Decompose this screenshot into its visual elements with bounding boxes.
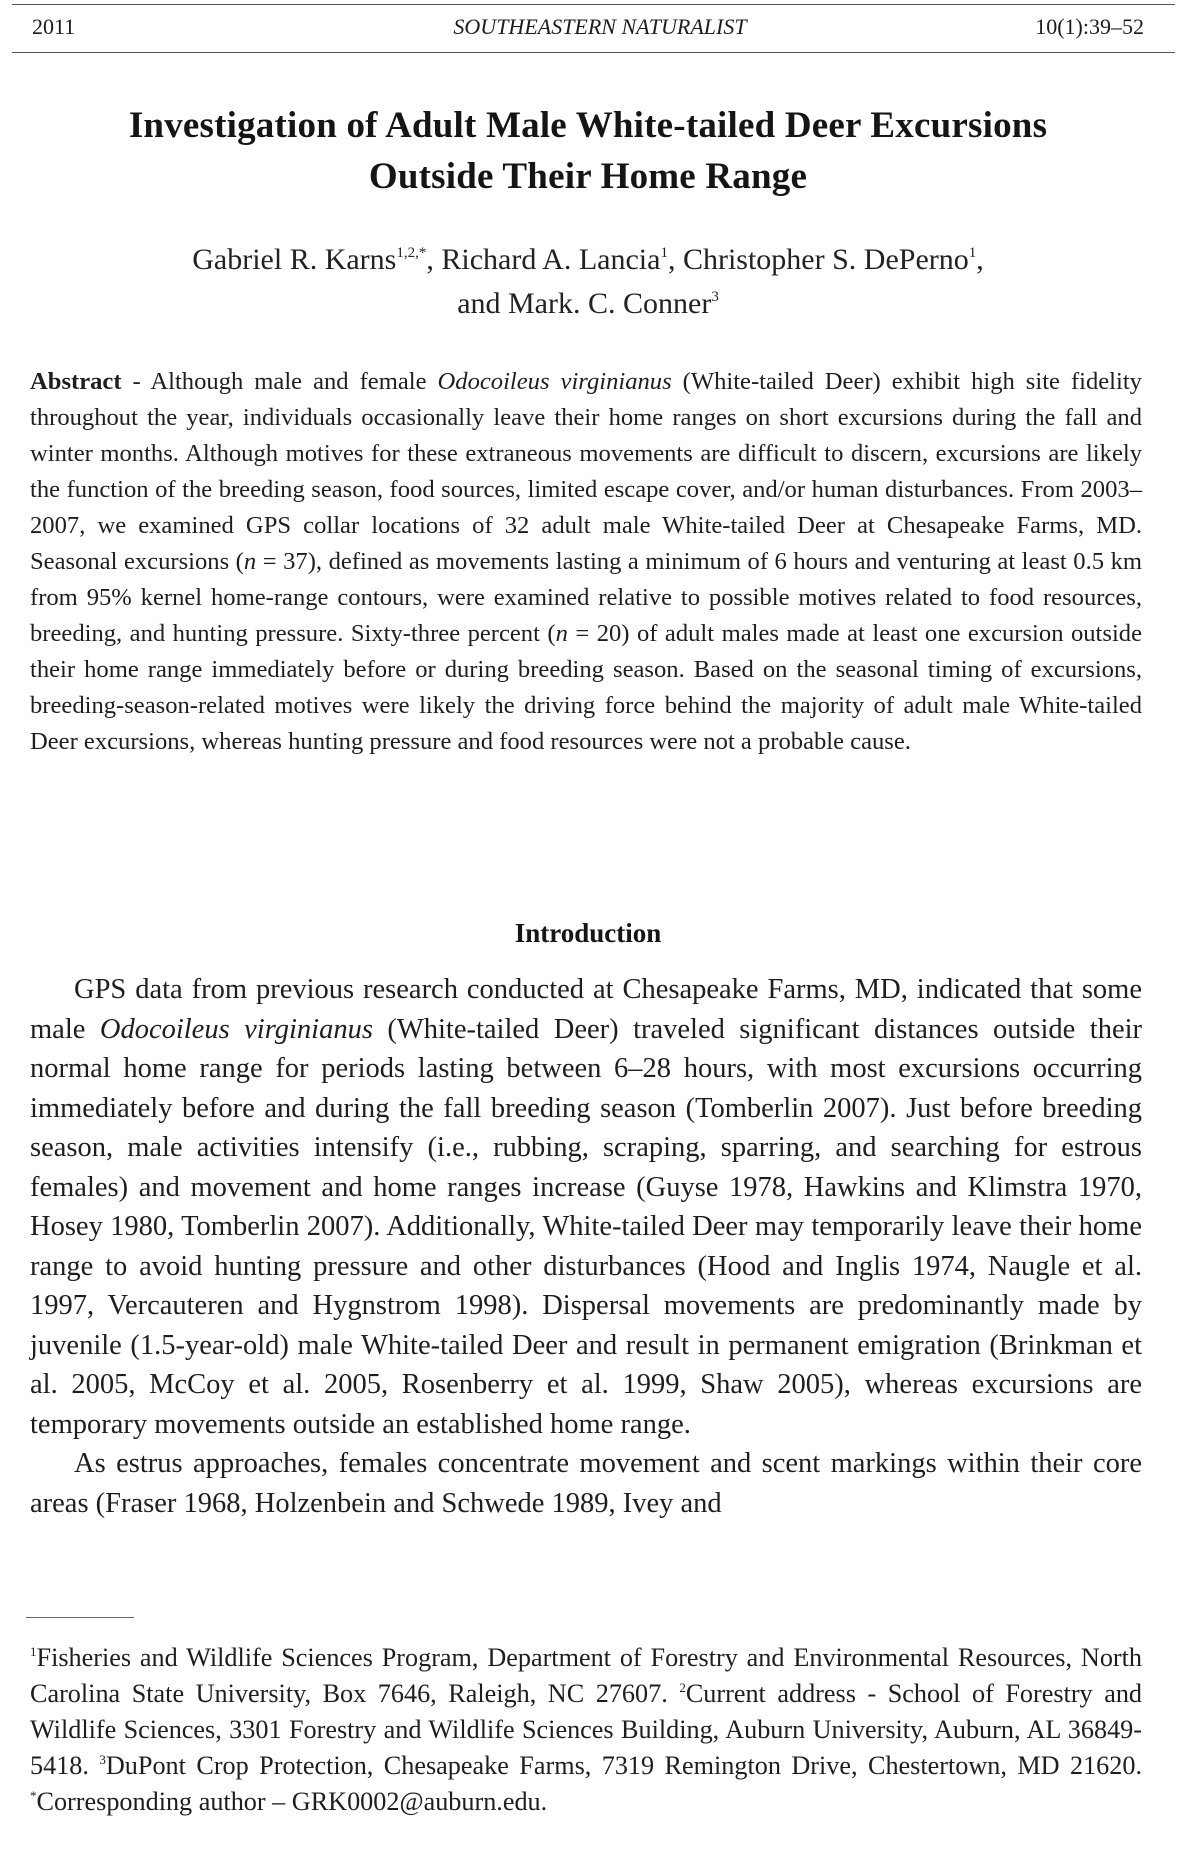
abstract-text: (White-tailed Deer) exhibit high site fidelity throughout the year, individuals occasionally leave their home ranges on short excursions during the fall and winter months. Although motives for these extraneous movements are difficult to discern, excursions are likely the function of the breeding season, food sources, limited escape cover, and/or human disturbances. From 2003–2007, we examined GPS collar locations of 32 adult male White-tailed Deer at Chesapeake Farms, MD. Seasonal excursions ( [30,368,1142,575]
running-head-journal: SOUTHEASTERN NATURALIST [453,14,747,39]
author-affiliation: 3 [711,289,719,305]
author-separator: , [667,243,683,276]
author-separator: , [976,243,984,276]
species-name: Odocoileus virginianus [99,1013,373,1045]
footnote-mark: 2 [679,1680,686,1695]
author-name: and Mark. C. Conner [457,287,712,320]
footnote-mark: 1 [30,1644,37,1659]
author-separator: , [426,243,442,276]
author-affiliation: 1 [968,245,977,261]
title-line-1: Investigation of Adult Male White-tailed Deer Excursions [128,105,1048,146]
author-affiliation: 1 [660,245,668,261]
abstract [30,364,1142,760]
species-name: Odocoileus virginianus [437,368,672,395]
running-head-issue-pages: 10(1):39–52 [1035,14,1144,39]
author-name: Richard A. Lancia [441,243,661,276]
author-list [0,238,1176,326]
footnote-mark: * [30,1788,37,1803]
introduction-body [30,970,1142,1523]
footnotes [30,1640,1142,1820]
paragraph-text: GPS data from previous research conducted at Chesapeake Farms, MD, indicated that some male [30,974,1142,1045]
abstract-text: = 20) of adult males made at least one excursion outside their home range immediately before or during breeding season. Based on the seasonal timing of excursions, breeding-season-related motives were likely the driving force behind the majority of adult male White-tailed Deer excursions, whereas hunting pressure and food resources were not a probable cause. [30,620,1143,755]
running-head-year: 2011 [32,14,76,39]
header-top-rule [12,4,1175,5]
header-bottom-rule [12,52,1175,53]
author-name: Christopher S. DePerno [682,243,969,276]
paper-title [0,100,1176,202]
footnote-separator [26,1617,134,1618]
sample-size-variable: n [555,620,568,647]
author-affiliation: 1,2,* [396,245,427,261]
intro-paragraph-1 [30,970,1142,1444]
footnote-mark: 3 [99,1752,106,1767]
authors-line-2 [0,282,1176,326]
sample-size-variable: n [243,548,257,575]
footnote-corresponding-author: Corresponding author – GRK0002@auburn.edu. [36,1787,548,1816]
intro-paragraph-2: As estrus approaches, females concentrate movement and scent markings within their core areas (Fraser 1968, Holzenbein and Schwede 1989, Ivey and [30,1448,1142,1519]
footnote-affiliation-1: Fisheries and Wildlife Sciences Program, Department of Forestry and Environmental Resources, North Carolina State University, Box 7646, Raleigh, NC 27607. [30,1643,1142,1708]
abstract-label: Abstract [30,368,122,395]
abstract-text: = 37), defined as movements lasting a minimum of 6 hours and venturing at least 0.5 km from 95% kernel home-range contours, were examined relative to possible motives related to food resources, breeding, and hunting pressure. Sixty-three percent ( [30,548,1142,647]
section-heading-introduction: Introduction [514,918,662,948]
title-line-2: Outside Their Home Range [368,156,808,197]
authors-line-1 [0,238,1176,282]
footnote-affiliation-2: Current address - School of Forestry and Wildlife Sciences, 3301 Forestry and Wildlife Sciences Building, Auburn University, Auburn, AL 36849-5418. [30,1679,1143,1780]
paragraph-text: (White-tailed Deer) traveled significant distances outside their normal home range for periods lasting between 6–28 hours, with most excursions occurring immediately before and during the fall breeding season (Tomberlin 2007). Just before breeding season, male activities intensify (i.e., rubbing, scraping, sparring, and searching for estrous females) and movement and home ranges increase (Guyse 1978, Hawkins and Klimstra 1970, Hosey 1980, Tomberlin 2007). Additionally, White-tailed Deer may temporarily leave their home range to avoid hunting pressure and other disturbances (Hood and Inglis 1974, Naugle et al. 1997, Vercauteren and Hygnstrom 1998). Dispersal movements are predominantly made by juvenile (1.5-year-old) male White-tailed Deer and result in permanent emigration (Brinkman et al. 2005, McCoy et al. 2005, Rosenberry et al. 1999, Shaw 2005), whereas excursions are temporary movements outside an established home range. [30,1013,1142,1440]
abstract-dash: - [121,368,151,395]
footnote-affiliation-3: DuPont Crop Protection, Chesapeake Farms, 7319 Remington Drive, Chestertown, MD 21620. [105,1751,1143,1780]
abstract-text: Although male and female [150,368,438,395]
author-name: Gabriel R. Karns [192,243,397,276]
